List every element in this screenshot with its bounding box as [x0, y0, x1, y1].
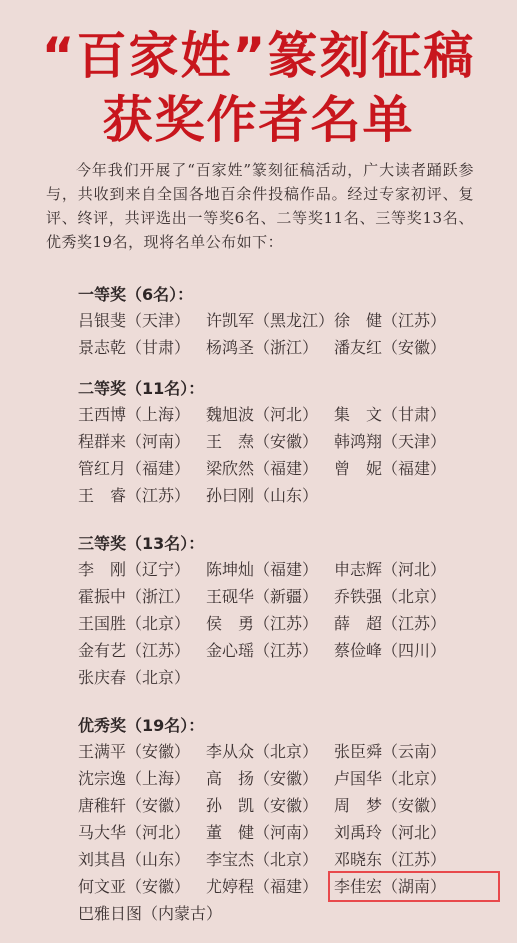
winner-name: 乔铁强（北京） [334, 587, 447, 606]
winner-name: 薛 超（江苏） [334, 614, 447, 633]
name-list [78, 307, 464, 361]
winner-name: 集 文（甘肃） [334, 405, 447, 424]
winner-name: 李从众（北京） [206, 742, 319, 761]
winner-name: 陈坤灿（福建） [206, 560, 319, 579]
winner-name: 金心瑶（江苏） [206, 641, 319, 660]
winner-name: 潘友红（安徽） [334, 338, 447, 357]
winner-name: 张臣舜（云南） [334, 742, 447, 761]
winner-name: 许凯军（黑龙江） [206, 311, 335, 330]
name-list [78, 401, 464, 509]
title-line-1: “百家姓”篆刻征稿 [41, 27, 476, 85]
section-heading: 三等奖（13名）： [78, 534, 205, 553]
winner-name: 王西博（上海） [78, 405, 191, 424]
winner-name: 卢国华（北京） [334, 769, 447, 788]
section-heading: 二等奖（11名）： [78, 379, 205, 398]
winner-name-highlighted: 李佳宏（湖南） [334, 877, 447, 896]
winner-name: 沈宗逸（上海） [78, 769, 191, 788]
winner-name: 高 扬（安徽） [206, 769, 319, 788]
winner-name: 金有艺（江苏） [78, 641, 191, 660]
section-heading: 优秀奖（19名）： [78, 716, 205, 735]
title-line-2: 获奖作者名单 [102, 91, 415, 149]
winner-name: 董 健（河南） [206, 823, 319, 842]
winner-name: 管红月（福建） [78, 459, 191, 478]
winner-name: 魏旭波（河北） [206, 405, 319, 424]
winner-name: 韩鸿翔（天津） [334, 432, 447, 451]
winner-name: 王砚华（新疆） [206, 587, 319, 606]
winner-name: 李宝杰（北京） [206, 850, 319, 869]
winner-name: 吕银斐（天津） [78, 311, 191, 330]
winner-name: 王 焘（安徽） [206, 432, 319, 451]
winner-name: 杨鸿圣（浙江） [206, 338, 319, 357]
winner-name: 刘禹玲（河北） [334, 823, 447, 842]
winner-name: 王 睿（江苏） [78, 486, 191, 505]
winner-name: 尤婷程（福建） [206, 877, 319, 896]
winner-name: 景志乾（甘肃） [78, 338, 191, 357]
winner-name: 巴雅日图（内蒙古） [78, 904, 223, 923]
winner-name: 邓晓东（江苏） [334, 850, 447, 869]
section-third-prize [78, 531, 464, 691]
winner-name: 张庆春（北京） [78, 668, 191, 687]
winner-name: 孙 凯（安徽） [206, 796, 319, 815]
winner-name: 曾 妮（福建） [334, 459, 447, 478]
name-list [78, 556, 464, 691]
winner-name: 李 刚（辽宁） [78, 560, 191, 579]
winner-name: 王满平（安徽） [78, 742, 191, 761]
winner-name: 王国胜（北京） [78, 614, 191, 633]
winner-name: 蔡俭峰（四川） [334, 641, 447, 660]
section-second-prize [78, 376, 464, 509]
winner-name: 马大华（河北） [78, 823, 191, 842]
winner-name: 徐 健（江苏） [334, 311, 447, 330]
winner-name: 申志辉（河北） [334, 560, 447, 579]
winner-name: 霍振中（浙江） [78, 587, 191, 606]
winner-name: 程群来（河南） [78, 432, 191, 451]
winner-name: 周 梦（安徽） [334, 796, 447, 815]
section-heading: 一等奖（6名）： [78, 285, 194, 304]
highlight-box [328, 871, 500, 902]
intro-paragraph: 今年我们开展了“百家姓”篆刻征稿活动，广大读者踊跃参与，共收到来自全国各地百余件投稿作品。经过专家初评、复评、终评，共评选出一等奖6名、二等奖11名、三等奖13名、优秀奖19名，现将名单公布如下： [46, 161, 474, 251]
winner-name: 梁欣然（福建） [206, 459, 319, 478]
section-first-prize [78, 282, 464, 361]
winner-name: 刘其昌（山东） [78, 850, 191, 869]
winner-name: 侯 勇（江苏） [206, 614, 319, 633]
winner-name: 孙曰刚（山东） [206, 486, 319, 505]
winner-name: 唐稚轩（安徽） [78, 796, 191, 815]
winner-name: 何文亚（安徽） [78, 877, 191, 896]
